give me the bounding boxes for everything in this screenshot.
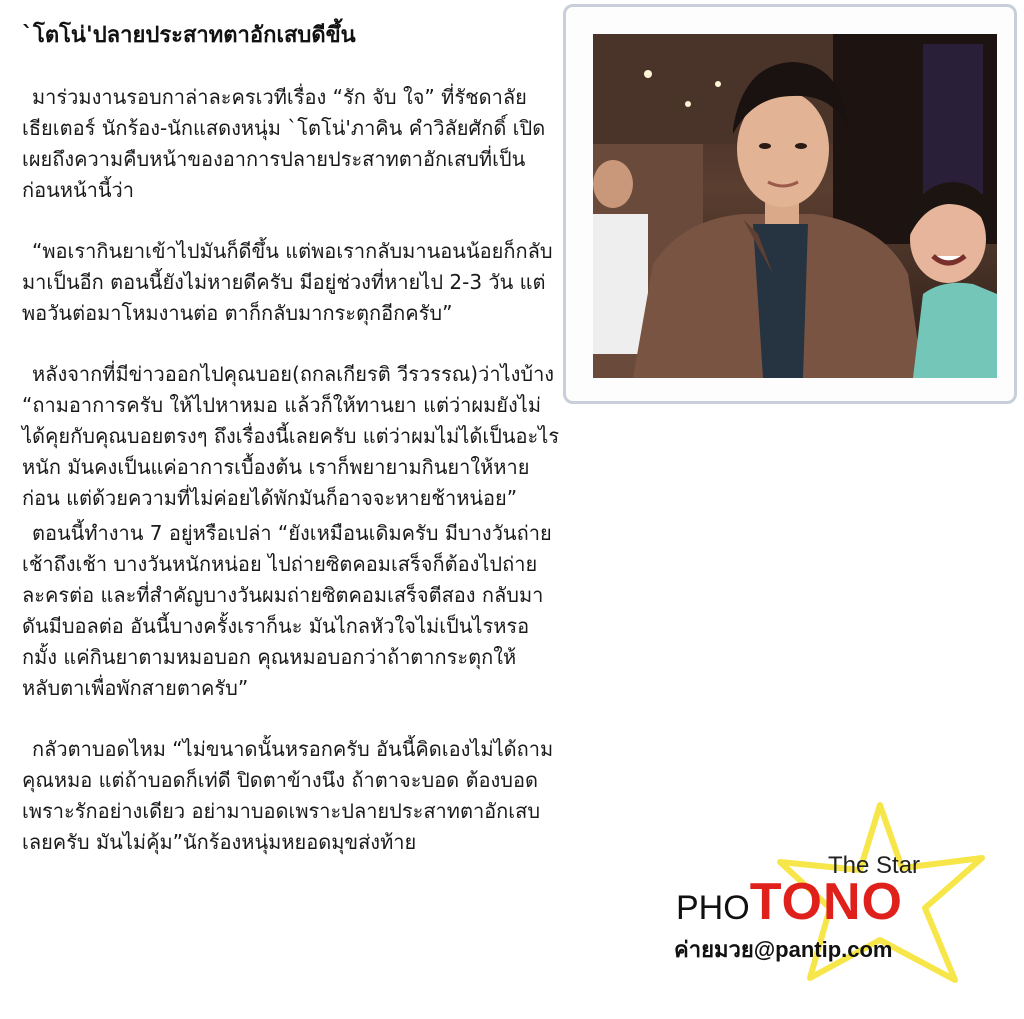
article-paragraph-4: ตอนนี้ทำงาน 7 อยู่หรือเปล่า “ยังเหมือนเดิมครับ มีบางวันถ่ายเช้าถึงเช้า บางวันหนักหน่อย ไปถ่ายซิตคอมเสร็จก็ต้องไปถ่ายละครต่อ และที่สำคัญบางวันผมถ่ายซิตคอมเสร็จตีสอง กลับมาดันมีบอลต่อ อันนี้บางครั้งเราก็นะ มันไกลหัวใจไม่เป็นไรหรอกมั้ง แค่กินยาตามหมอบอก คุณหมอบอกว่าถ้าตากระตุกให้หลับตาเพื่อพักสายตาครับ” <box>22 521 552 700</box>
logo-tono-text: TONO <box>749 873 903 931</box>
article-paragraph-5: กลัวตาบอดไหม “ไม่ขนาดนั้นหรอกครับ อันนี้คิดเองไม่ได้ถามคุณหมอ แต่ถ้าบอดก็เท่ดี ปิดตาข้างนึง ถ้าตาจะบอด ต้องบอดเพราะรักอย่างเดียว อย่ามาบอดเพราะปลายประสาทตาอักเสบเลยครับ มันไม่คุ้ม”นักร้องหนุ่มหยอดมุขส่งท้าย <box>22 737 554 854</box>
logo-pho-text: PHO <box>676 889 750 927</box>
logo-the-star-text: The Star <box>828 852 921 879</box>
article-headline: `โตโน่'ปลายประสาทตาอักเสบดีขึ้น <box>22 23 356 48</box>
article <box>22 20 562 888</box>
article-paragraph-3: หลังจากที่มีข่าวออกไปคุณบอย(ถกลเกียรติ วีรวรรณ)ว่าไงบ้าง “ถามอาการครับ ให้ไปหาหมอ แล้วก็ให้ทานยา แต่ว่าผมยังไม่ได้คุยกับคุณบอยตรงๆ ถึงเรื่องนี้เลยครับ แต่ว่าผมไม่ได้เป็นอะไรหนัก มันคงเป็นแค่อาการเบื้องต้น เราก็พยายามกินยาให้หายก่อน แต่ด้วยความที่ไม่ค่อยได้พักมันก็อาจจะหายช้าหน่อย” <box>22 362 560 510</box>
the-star-photono-logo <box>670 800 990 990</box>
photo-illustration <box>593 34 997 378</box>
article-paragraph-1: มาร่วมงานรอบกาล่าละครเวทีเรื่อง “รัก จับ ใจ” ที่รัชดาลัยเธียเตอร์ นักร้อง-นักแสดงหนุ่ม `โตโน่'ภาคิน คำวิลัยศักดิ์ เปิดเผยถึงความคืบหน้าของอาการปลายประสาทตาอักเสบที่เป็นก่อนหน้านี้ว่า <box>22 85 546 202</box>
logo-email-text: ค่ายมวย@pantip.com <box>674 937 893 962</box>
logo-photono-text <box>676 872 903 932</box>
photo-frame <box>563 4 1017 404</box>
article-paragraph-2: “พอเรากินยาเข้าไปมันก็ดีขึ้น แต่พอเรากลับมานอนน้อยก็กลับมาเป็นอีก ตอนนี้ยังไม่หายดีครับ มีอยู่ช่วงที่หายไป 2-3 วัน แต่พอวันต่อมาโหมงานต่อ ตาก็กลับมากระตุกอีกครับ” <box>22 239 553 325</box>
article-photo <box>593 34 997 378</box>
